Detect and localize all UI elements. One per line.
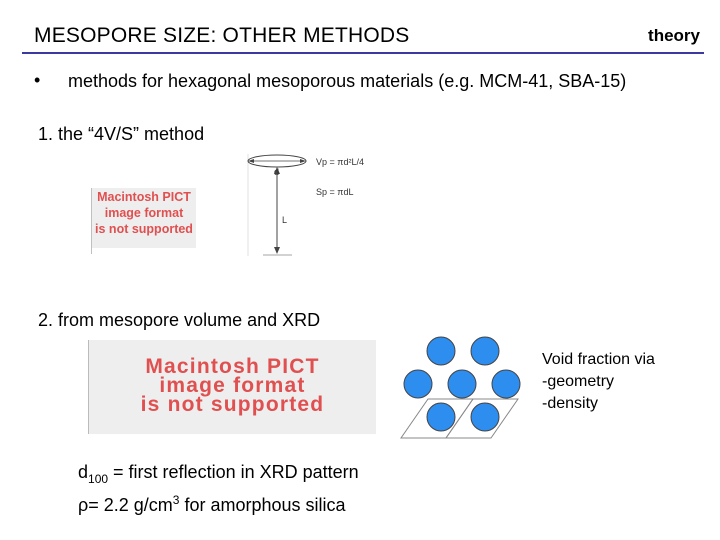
diameter-label: d	[274, 167, 280, 177]
pict1-line-3: is not supported	[95, 222, 193, 236]
d100-subscript: 100	[88, 472, 109, 486]
length-arrow-bottom	[274, 247, 280, 254]
method1-heading: 1. the “4V/S” method	[38, 124, 205, 144]
void-line-2: -geometry	[542, 373, 615, 390]
pict2-line-3: is not supported	[140, 393, 325, 416]
rho-symbol: ρ	[78, 495, 89, 515]
method2-heading: 2. from mesopore volume and XRD	[38, 310, 321, 330]
volume-formula: Vp = πd²L/4	[316, 157, 364, 167]
void-line-3: -density	[542, 395, 599, 412]
pore-circle	[427, 403, 455, 431]
rho-superscript: 3	[172, 493, 180, 507]
pict1-line-1: Macintosh PICT	[97, 190, 191, 204]
pict2-line-1: Macintosh PICT	[145, 355, 320, 378]
pore-circle	[404, 370, 432, 398]
d100-text: = first reflection in XRD pattern	[108, 462, 359, 482]
rho-text-before: = 2.2 g/cm	[88, 495, 173, 515]
rho-definition	[78, 493, 346, 516]
d100-symbol: d	[78, 462, 89, 482]
pore-circle	[471, 403, 499, 431]
pore-circle	[427, 337, 455, 365]
pore-circle	[492, 370, 520, 398]
pore-circle	[448, 370, 476, 398]
pore-circle	[471, 337, 499, 365]
hexagonal-pore-diagram	[398, 334, 532, 448]
void-line-1: Void fraction via	[542, 351, 655, 368]
bullet-text: methods for hexagonal mesoporous materials (e.g. MCM-41, SBA-15)	[68, 71, 627, 91]
title-underline	[22, 52, 704, 54]
rho-text-after: for amorphous silica	[179, 495, 346, 515]
pict-placeholder-2	[88, 340, 376, 434]
bullet-marker: •	[34, 70, 41, 90]
pict2-line-2: image format	[159, 374, 306, 397]
void-fraction-note	[542, 349, 655, 415]
pict-placeholder-1	[92, 188, 196, 248]
d100-definition	[78, 462, 359, 486]
surface-formula: Sp = πdL	[316, 187, 354, 197]
section-tag: theory	[648, 26, 700, 45]
length-label: L	[282, 215, 288, 225]
pict1-line-2: image format	[104, 206, 184, 220]
slide-title: MESOPORE SIZE: OTHER METHODS	[34, 24, 410, 47]
